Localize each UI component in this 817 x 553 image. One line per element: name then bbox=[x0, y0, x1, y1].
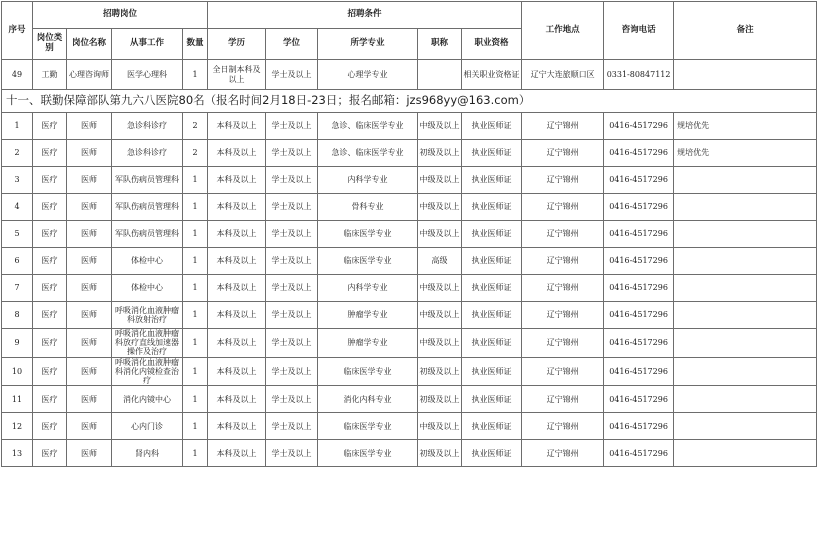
cell-qualification: 执业医师证 bbox=[462, 357, 522, 386]
cell-seq: 5 bbox=[2, 221, 33, 248]
cell-location: 辽宁锦州 bbox=[522, 140, 604, 167]
cell-qualification: 执业医师证 bbox=[462, 194, 522, 221]
cell-seq: 11 bbox=[2, 386, 33, 413]
cell-degree: 学士及以上 bbox=[266, 329, 318, 358]
cell-position-name: 医师 bbox=[67, 140, 112, 167]
cell-work: 军队伤病员管理科 bbox=[112, 194, 183, 221]
header-position-name: 岗位名称 bbox=[67, 29, 112, 60]
cell-location: 辽宁大连旅顺口区 bbox=[522, 60, 604, 90]
cell-degree: 学士及以上 bbox=[266, 386, 318, 413]
cell-location: 辽宁锦州 bbox=[522, 357, 604, 386]
cell-degree: 学士及以上 bbox=[266, 113, 318, 140]
header-major: 所学专业 bbox=[318, 29, 418, 60]
cell-position-name: 医师 bbox=[67, 386, 112, 413]
cell-position-name: 医师 bbox=[67, 329, 112, 358]
cell-title: 中级及以上 bbox=[418, 194, 462, 221]
cell-degree: 学士及以上 bbox=[266, 221, 318, 248]
cell-category: 医疗 bbox=[33, 357, 67, 386]
cell-education: 本科及以上 bbox=[208, 329, 266, 358]
cell-title: 中级及以上 bbox=[418, 221, 462, 248]
header-phone: 咨询电话 bbox=[604, 2, 674, 60]
cell-category: 医疗 bbox=[33, 167, 67, 194]
header-group-conditions: 招聘条件 bbox=[208, 2, 522, 29]
cell-work: 急诊科诊疗 bbox=[112, 140, 183, 167]
cell-work: 呼吸消化血液肿瘤科消化内镜检查治疗 bbox=[112, 357, 183, 386]
cell-count: 2 bbox=[183, 140, 208, 167]
cell-position-name: 医师 bbox=[67, 302, 112, 329]
cell-category: 工勤 bbox=[33, 60, 67, 90]
cell-seq: 4 bbox=[2, 194, 33, 221]
cell-category: 医疗 bbox=[33, 275, 67, 302]
cell-location: 辽宁锦州 bbox=[522, 167, 604, 194]
cell-position-name: 医师 bbox=[67, 440, 112, 467]
cell-location: 辽宁锦州 bbox=[522, 113, 604, 140]
cell-position-name: 医师 bbox=[67, 167, 112, 194]
cell-title bbox=[418, 60, 462, 90]
cell-phone: 0416-4517296 bbox=[604, 275, 674, 302]
cell-phone: 0416-4517296 bbox=[604, 167, 674, 194]
cell-qualification: 执业医师证 bbox=[462, 140, 522, 167]
table-row bbox=[2, 440, 817, 467]
cell-category: 医疗 bbox=[33, 440, 67, 467]
table-row bbox=[2, 275, 817, 302]
cell-phone: 0416-4517296 bbox=[604, 248, 674, 275]
table-row bbox=[2, 194, 817, 221]
cell-qualification: 执业医师证 bbox=[462, 302, 522, 329]
cell-degree: 学士及以上 bbox=[266, 140, 318, 167]
cell-count: 1 bbox=[183, 275, 208, 302]
cell-phone: 0416-4517296 bbox=[604, 329, 674, 358]
cell-count: 2 bbox=[183, 113, 208, 140]
cell-phone: 0416-4517296 bbox=[604, 302, 674, 329]
cell-education: 本科及以上 bbox=[208, 113, 266, 140]
cell-note bbox=[674, 413, 817, 440]
header-location: 工作地点 bbox=[522, 2, 604, 60]
cell-phone: 0416-4517296 bbox=[604, 140, 674, 167]
cell-category: 医疗 bbox=[33, 413, 67, 440]
cell-note bbox=[674, 60, 817, 90]
cell-education: 本科及以上 bbox=[208, 140, 266, 167]
table-row bbox=[2, 357, 817, 386]
cell-seq: 2 bbox=[2, 140, 33, 167]
cell-location: 辽宁锦州 bbox=[522, 248, 604, 275]
cell-location: 辽宁锦州 bbox=[522, 275, 604, 302]
cell-degree: 学士及以上 bbox=[266, 194, 318, 221]
header-category: 岗位类别 bbox=[33, 29, 67, 60]
section-title: 十一、联勤保障部队第九六八医院80名（报名时间2月18日-23日；报名邮箱：jzs968yy@163.com） bbox=[2, 90, 817, 113]
cell-education: 本科及以上 bbox=[208, 413, 266, 440]
header-group-position: 招聘岗位 bbox=[33, 2, 208, 29]
cell-work: 肾内科 bbox=[112, 440, 183, 467]
cell-qualification: 执业医师证 bbox=[462, 386, 522, 413]
cell-category: 医疗 bbox=[33, 194, 67, 221]
table-body bbox=[2, 60, 817, 113]
cell-degree: 学士及以上 bbox=[266, 440, 318, 467]
cell-count: 1 bbox=[183, 221, 208, 248]
cell-education: 本科及以上 bbox=[208, 167, 266, 194]
cell-major: 临床医学专业 bbox=[318, 440, 418, 467]
cell-phone: 0416-4517296 bbox=[604, 386, 674, 413]
cell-qualification: 相关职业资格证 bbox=[462, 60, 522, 90]
cell-count: 1 bbox=[183, 386, 208, 413]
cell-count: 1 bbox=[183, 357, 208, 386]
cell-seq: 3 bbox=[2, 167, 33, 194]
cell-title: 中级及以上 bbox=[418, 413, 462, 440]
cell-education: 本科及以上 bbox=[208, 221, 266, 248]
cell-location: 辽宁锦州 bbox=[522, 302, 604, 329]
table-row bbox=[2, 140, 817, 167]
cell-work: 医学心理科 bbox=[112, 60, 183, 90]
table-row bbox=[2, 60, 817, 90]
header-title: 职称 bbox=[418, 29, 462, 60]
cell-note bbox=[674, 194, 817, 221]
cell-major: 急诊、临床医学专业 bbox=[318, 113, 418, 140]
cell-education: 本科及以上 bbox=[208, 194, 266, 221]
cell-major: 骨科专业 bbox=[318, 194, 418, 221]
cell-qualification: 执业医师证 bbox=[462, 329, 522, 358]
cell-qualification: 执业医师证 bbox=[462, 113, 522, 140]
cell-title: 中级及以上 bbox=[418, 329, 462, 358]
cell-note bbox=[674, 167, 817, 194]
table-row bbox=[2, 302, 817, 329]
cell-title: 中级及以上 bbox=[418, 302, 462, 329]
cell-education: 本科及以上 bbox=[208, 357, 266, 386]
cell-degree: 学士及以上 bbox=[266, 357, 318, 386]
header-work: 从事工作 bbox=[112, 29, 183, 60]
cell-education: 本科及以上 bbox=[208, 275, 266, 302]
cell-education: 本科及以上 bbox=[208, 248, 266, 275]
cell-seq: 6 bbox=[2, 248, 33, 275]
cell-seq: 13 bbox=[2, 440, 33, 467]
cell-title: 高级 bbox=[418, 248, 462, 275]
cell-work: 消化内镜中心 bbox=[112, 386, 183, 413]
cell-major: 内科学专业 bbox=[318, 275, 418, 302]
cell-title: 中级及以上 bbox=[418, 167, 462, 194]
cell-category: 医疗 bbox=[33, 386, 67, 413]
cell-note bbox=[674, 329, 817, 358]
cell-work: 呼吸消化血液肿瘤科放疗直线加速器操作及治疗 bbox=[112, 329, 183, 358]
table-header bbox=[2, 2, 817, 60]
cell-work: 体检中心 bbox=[112, 248, 183, 275]
cell-major: 内科学专业 bbox=[318, 167, 418, 194]
table-row bbox=[2, 248, 817, 275]
cell-major: 消化内科专业 bbox=[318, 386, 418, 413]
cell-work: 军队伤病员管理科 bbox=[112, 221, 183, 248]
cell-seq: 1 bbox=[2, 113, 33, 140]
cell-count: 1 bbox=[183, 440, 208, 467]
cell-category: 医疗 bbox=[33, 248, 67, 275]
cell-location: 辽宁锦州 bbox=[522, 194, 604, 221]
cell-seq: 7 bbox=[2, 275, 33, 302]
cell-major: 心理学专业 bbox=[318, 60, 418, 90]
cell-work: 体检中心 bbox=[112, 275, 183, 302]
header-degree: 学位 bbox=[266, 29, 318, 60]
cell-phone: 0331-80847112 bbox=[604, 60, 674, 90]
cell-category: 医疗 bbox=[33, 329, 67, 358]
cell-count: 1 bbox=[183, 413, 208, 440]
cell-major: 临床医学专业 bbox=[318, 221, 418, 248]
cell-count: 1 bbox=[183, 194, 208, 221]
cell-phone: 0416-4517296 bbox=[604, 413, 674, 440]
cell-note: 规培优先 bbox=[674, 140, 817, 167]
table-row bbox=[2, 167, 817, 194]
table-row bbox=[2, 413, 817, 440]
cell-title: 中级及以上 bbox=[418, 275, 462, 302]
cell-degree: 学士及以上 bbox=[266, 60, 318, 90]
recruitment-table bbox=[1, 1, 817, 467]
cell-count: 1 bbox=[183, 248, 208, 275]
cell-position-name: 医师 bbox=[67, 194, 112, 221]
cell-position-name: 心理咨询师 bbox=[67, 60, 112, 90]
cell-major: 临床医学专业 bbox=[318, 413, 418, 440]
cell-degree: 学士及以上 bbox=[266, 167, 318, 194]
cell-position-name: 医师 bbox=[67, 248, 112, 275]
header-count: 数量 bbox=[183, 29, 208, 60]
cell-degree: 学士及以上 bbox=[266, 275, 318, 302]
cell-seq: 49 bbox=[2, 60, 33, 90]
cell-seq: 10 bbox=[2, 357, 33, 386]
cell-location: 辽宁锦州 bbox=[522, 413, 604, 440]
cell-location: 辽宁锦州 bbox=[522, 386, 604, 413]
cell-note bbox=[674, 248, 817, 275]
cell-work: 呼吸消化血液肿瘤科放射治疗 bbox=[112, 302, 183, 329]
cell-note: 规培优先 bbox=[674, 113, 817, 140]
cell-category: 医疗 bbox=[33, 140, 67, 167]
cell-qualification: 执业医师证 bbox=[462, 275, 522, 302]
cell-title: 初级及以上 bbox=[418, 140, 462, 167]
table-row bbox=[2, 386, 817, 413]
cell-phone: 0416-4517296 bbox=[604, 194, 674, 221]
table-row bbox=[2, 329, 817, 358]
cell-position-name: 医师 bbox=[67, 275, 112, 302]
cell-degree: 学士及以上 bbox=[266, 413, 318, 440]
header-note: 备注 bbox=[674, 2, 817, 60]
cell-count: 1 bbox=[183, 60, 208, 90]
rows-body bbox=[2, 113, 817, 467]
cell-qualification: 执业医师证 bbox=[462, 248, 522, 275]
cell-degree: 学士及以上 bbox=[266, 248, 318, 275]
cell-education: 本科及以上 bbox=[208, 302, 266, 329]
cell-count: 1 bbox=[183, 329, 208, 358]
cell-phone: 0416-4517296 bbox=[604, 113, 674, 140]
header-qualification: 职业资格 bbox=[462, 29, 522, 60]
cell-education: 全日制本科及以上 bbox=[208, 60, 266, 90]
cell-note bbox=[674, 357, 817, 386]
cell-position-name: 医师 bbox=[67, 221, 112, 248]
cell-work: 急诊科诊疗 bbox=[112, 113, 183, 140]
cell-note bbox=[674, 386, 817, 413]
header-education: 学历 bbox=[208, 29, 266, 60]
cell-phone: 0416-4517296 bbox=[604, 440, 674, 467]
table-row bbox=[2, 221, 817, 248]
cell-major: 肿瘤学专业 bbox=[318, 329, 418, 358]
cell-note bbox=[674, 302, 817, 329]
cell-count: 1 bbox=[183, 302, 208, 329]
cell-note bbox=[674, 440, 817, 467]
cell-title: 初级及以上 bbox=[418, 386, 462, 413]
cell-category: 医疗 bbox=[33, 221, 67, 248]
cell-position-name: 医师 bbox=[67, 413, 112, 440]
cell-position-name: 医师 bbox=[67, 357, 112, 386]
cell-work: 心内门诊 bbox=[112, 413, 183, 440]
cell-location: 辽宁锦州 bbox=[522, 329, 604, 358]
cell-education: 本科及以上 bbox=[208, 440, 266, 467]
cell-seq: 12 bbox=[2, 413, 33, 440]
cell-category: 医疗 bbox=[33, 113, 67, 140]
cell-phone: 0416-4517296 bbox=[604, 221, 674, 248]
cell-major: 临床医学专业 bbox=[318, 248, 418, 275]
table-row bbox=[2, 113, 817, 140]
cell-phone: 0416-4517296 bbox=[604, 357, 674, 386]
cell-category: 医疗 bbox=[33, 302, 67, 329]
cell-major: 肿瘤学专业 bbox=[318, 302, 418, 329]
cell-education: 本科及以上 bbox=[208, 386, 266, 413]
cell-position-name: 医师 bbox=[67, 113, 112, 140]
cell-seq: 9 bbox=[2, 329, 33, 358]
section-row bbox=[2, 90, 817, 113]
cell-count: 1 bbox=[183, 167, 208, 194]
cell-location: 辽宁锦州 bbox=[522, 221, 604, 248]
cell-title: 初级及以上 bbox=[418, 357, 462, 386]
cell-qualification: 执业医师证 bbox=[462, 440, 522, 467]
cell-note bbox=[674, 221, 817, 248]
cell-major: 急诊、临床医学专业 bbox=[318, 140, 418, 167]
cell-qualification: 执业医师证 bbox=[462, 413, 522, 440]
cell-location: 辽宁锦州 bbox=[522, 440, 604, 467]
cell-qualification: 执业医师证 bbox=[462, 167, 522, 194]
cell-qualification: 执业医师证 bbox=[462, 221, 522, 248]
header-seq: 序号 bbox=[2, 2, 33, 60]
cell-seq: 8 bbox=[2, 302, 33, 329]
cell-major: 临床医学专业 bbox=[318, 357, 418, 386]
cell-note bbox=[674, 275, 817, 302]
cell-title: 初级及以上 bbox=[418, 440, 462, 467]
cell-work: 军队伤病员管理科 bbox=[112, 167, 183, 194]
cell-title: 中级及以上 bbox=[418, 113, 462, 140]
cell-degree: 学士及以上 bbox=[266, 302, 318, 329]
